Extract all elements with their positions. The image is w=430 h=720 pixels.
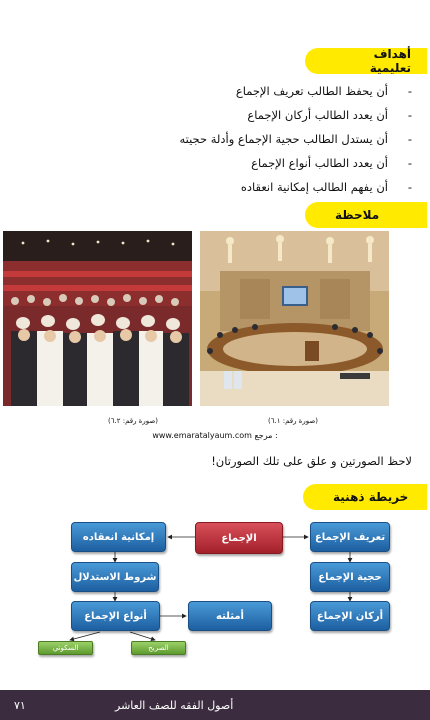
mindmap-node-definition: تعريف الإجماع — [310, 522, 390, 552]
list-item: - أن يعدد الطالب أركان الإجماع — [247, 108, 412, 122]
conference-hall-photo — [200, 231, 389, 406]
observation-question: لاحظ الصورتين و علق على تلك الصورتان! — [211, 454, 412, 468]
source-url[interactable]: www.emaratalyaum.com — [152, 431, 252, 440]
page-number: ٧١ — [14, 698, 26, 712]
source-reference — [0, 431, 430, 440]
mindmap-node-types: أنواع الإجماع — [71, 601, 160, 631]
list-item: - أن يفهم الطالب إمكانية انعقاده — [240, 180, 412, 194]
mindmap-node-tacit: السكوتي — [38, 641, 93, 655]
mindmap-node-authority: حجية الإجماع — [310, 562, 390, 592]
source-label: مرجع : — [254, 431, 278, 440]
list-item: - أن يحفظ الطالب تعريف الإجماع — [235, 84, 412, 98]
note-heading: ملاحظة — [305, 202, 427, 228]
mindmap-node-consensus: الإجماع — [195, 522, 283, 554]
book-title: أصول الفقه للصف العاشر — [115, 698, 234, 712]
objectives-heading: أهداف تعليمية — [305, 48, 427, 74]
mindmap-node-explicit: الصريح — [131, 641, 186, 655]
mindmap-node-examples: أمثلته — [188, 601, 272, 631]
list-item: - أن يعدد الطالب أنواع الإجماع — [251, 156, 412, 170]
mindmap-node-conditions: شروط الاستدلال — [71, 562, 159, 592]
mindmap-node-pillars: أركان الإجماع — [310, 601, 390, 631]
mindmap-node-possibility: إمكانية انعقاده — [71, 522, 166, 552]
objectives-list — [52, 79, 412, 199]
photo-caption-2: (صورة رقم: ٦.٢) — [108, 417, 159, 425]
photo-caption-1: (صورة رقم: ٦.١) — [268, 417, 319, 425]
auditorium-photo — [3, 231, 192, 406]
mindmap-heading: خريطة ذهنية — [303, 484, 427, 510]
page-footer — [0, 690, 430, 720]
list-item: - أن يستدل الطالب حجية الإجماع وأدلة حجيته — [179, 132, 412, 146]
